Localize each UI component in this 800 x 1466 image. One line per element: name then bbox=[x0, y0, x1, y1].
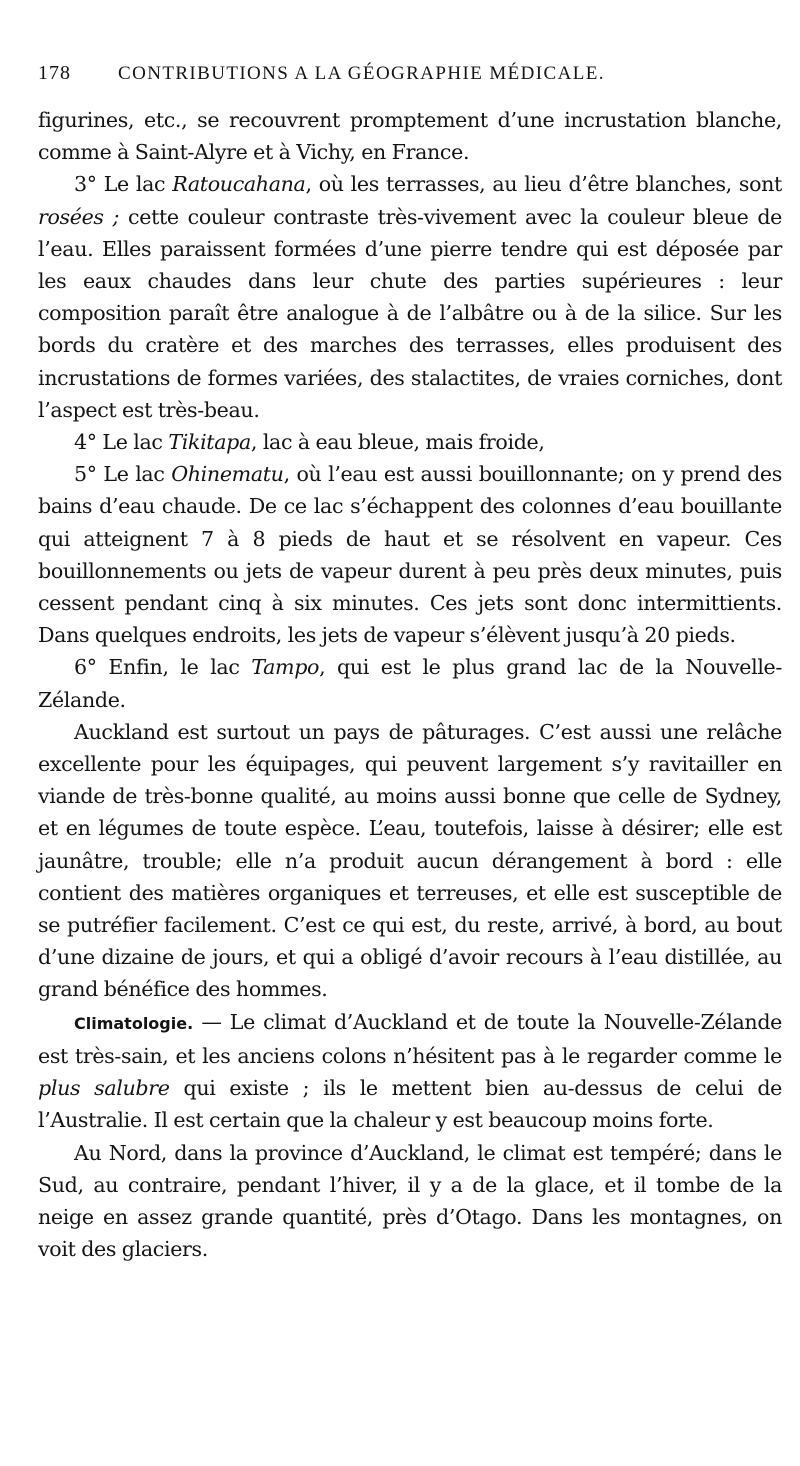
paragraph-lake-ratoucahana bbox=[38, 168, 782, 426]
running-head-title: CONTRIBUTIONS A LA GÉOGRAPHIE MÉDICALE. bbox=[118, 63, 605, 84]
text-segment: , où les terrasses, au lieu d’être blanches, sont bbox=[305, 172, 782, 197]
page-number: 178 bbox=[38, 62, 71, 84]
text-segment: 5° Le lac bbox=[74, 462, 172, 487]
emphasis: rosées ; bbox=[38, 204, 120, 229]
book-page bbox=[38, 62, 782, 1265]
section-heading: Climatologie. bbox=[74, 1013, 194, 1033]
text-segment: Au Nord, dans la province d’Auckland, le climat est tempéré; dans le Sud, au contraire, pendant l’hiver, il y a de la glace, et il tombe de la neige en assez grande quantité, près d’Otago. Dans les montagnes, on voit des glaciers. bbox=[38, 1140, 782, 1262]
text-segment: 4° Le lac bbox=[74, 430, 169, 455]
paragraph-auckland bbox=[38, 716, 782, 1006]
paragraph-climatologie bbox=[38, 1006, 782, 1137]
lake-name: Tikitapa bbox=[168, 430, 251, 455]
paragraph-lake-ohinematu bbox=[38, 458, 782, 651]
paragraph-continuation bbox=[38, 104, 782, 168]
text-segment: , où l’eau est aussi bouillonnante; on y prend des bains d’eau chaude. De ce lac s’échappent des colonnes d’eau bouillante qui atteignent 7 à 8 pieds de haut et se résolvent en vapeur. Ces bouillonnements ou jets de vapeur durent à peu près deux minutes, puis cessent pendant cinq à six minutes. Ces jets sont donc intermittients. Dans quelques endroits, les jets de vapeur s’élèvent jusqu’à 20 pieds. bbox=[38, 462, 782, 648]
text-segment: cette couleur contraste très-vivement avec la couleur bleue de l’eau. Elles paraissent formées d’une pierre tendre qui est déposée par les eaux chaudes dans leur chute des parties supérieures : leur composition paraît être analogue à de l’albâtre ou à de la silice. Sur les bords du cratère et des marches des terrasses, elles produisent des incrustations de formes variées, des stalactites, de vraies corniches, dont l’aspect est très-beau. bbox=[38, 204, 782, 422]
text-segment: figurines, etc., se recouvrent promptement d’une incrustation blanche, comme à Saint-Alyre et à Vichy, en France. bbox=[38, 108, 782, 165]
paragraph-lake-tampo bbox=[38, 651, 782, 715]
text-segment: 3° Le lac bbox=[74, 172, 173, 197]
text-segment: qui existe ; ils le mettent bien au-dessus de celui de l’Australie. Il est certain que la chaleur y est beaucoup moins forte. bbox=[38, 1076, 782, 1133]
text-segment: , lac à eau bleue, mais froide, bbox=[250, 430, 545, 455]
text-segment: 6° Enfin, le lac bbox=[74, 655, 252, 680]
paragraph-climate-regions bbox=[38, 1137, 782, 1266]
lake-name: Ratoucahana bbox=[172, 172, 306, 197]
body-text bbox=[38, 104, 782, 1265]
lake-name: Ohinematu bbox=[171, 462, 284, 487]
running-head bbox=[38, 62, 782, 92]
paragraph-lake-tikitapa bbox=[38, 426, 782, 458]
text-segment: , qui est le plus grand lac de la Nouvelle-Zélande. bbox=[38, 655, 783, 712]
lake-name: Tampo bbox=[251, 655, 320, 680]
emphasis: plus salubre bbox=[38, 1076, 170, 1101]
text-segment: — Le climat d’Auckland et de toute la Nouvelle-Zélande est très-sain, et les anciens colons n’hésitent pas à le regarder comme le bbox=[38, 1009, 782, 1068]
text-segment: Auckland est surtout un pays de pâturages. C’est aussi une relâche excellente pour les équipages, qui peuvent largement s’y ravitailler en viande de très-bonne qualité, au moins aussi bonne que celle de Sydney, et en légumes de toute espèce. L’eau, toutefois, laisse à désirer; elle est jaunâtre, trouble; elle n’a produit aucun dérangement à bord : elle contient des matières organiques et terreuses, et elle est susceptible de se putréfier facilement. C’est ce qui est, du reste, arrivé, à bord, au bout d’une dizaine de jours, et qui a obligé d’avoir recours à l’eau distillée, au grand bénéfice des hommes. bbox=[38, 719, 782, 1002]
